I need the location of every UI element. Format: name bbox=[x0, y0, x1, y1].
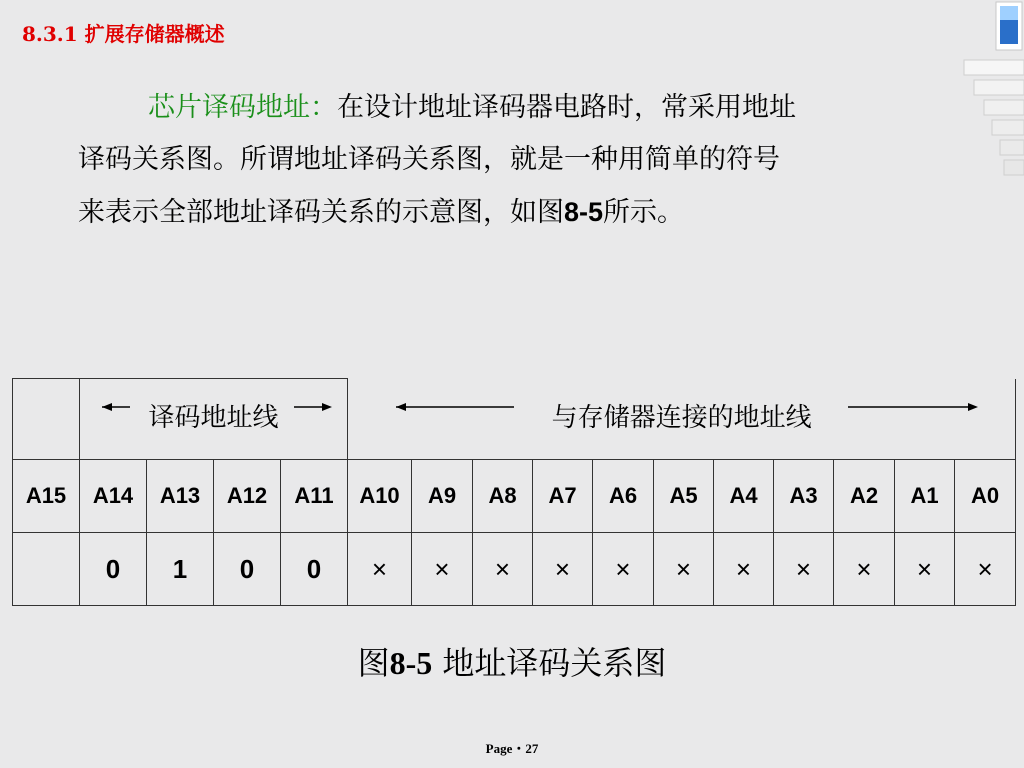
value-cell: × bbox=[714, 533, 774, 606]
address-line-cell: A2 bbox=[834, 460, 895, 533]
address-line-cell: A3 bbox=[774, 460, 834, 533]
address-line-cell: A9 bbox=[412, 460, 473, 533]
address-line-cell: A12 bbox=[214, 460, 281, 533]
address-decode-table bbox=[12, 378, 1016, 606]
address-line-cell: A15 bbox=[13, 460, 80, 533]
value-cell: 1 bbox=[147, 533, 214, 606]
value-cell: × bbox=[834, 533, 895, 606]
value-cell: × bbox=[412, 533, 473, 606]
address-line-row bbox=[13, 460, 1016, 533]
figure-caption: 图8-5 地址译码关系图 bbox=[357, 644, 667, 682]
address-line-cell: A8 bbox=[473, 460, 533, 533]
address-line-cell: A1 bbox=[895, 460, 955, 533]
address-line-cell: A0 bbox=[955, 460, 1016, 533]
value-cell: 0 bbox=[281, 533, 348, 606]
value-cell bbox=[13, 533, 80, 606]
decode-lines-group bbox=[80, 379, 348, 460]
value-cell: × bbox=[593, 533, 654, 606]
section-title: 8.3.1 扩展存储器概述 bbox=[22, 22, 225, 46]
address-line-cell: A10 bbox=[348, 460, 412, 533]
value-cell: 0 bbox=[80, 533, 147, 606]
address-line-cell: A4 bbox=[714, 460, 774, 533]
group-header-row bbox=[13, 379, 1016, 460]
address-line-cell: A6 bbox=[593, 460, 654, 533]
decode-lines-label: 译码地址线 bbox=[148, 403, 279, 433]
keyword: 芯片译码地址： bbox=[148, 92, 337, 123]
memory-lines-label: 与存储器连接的地址线 bbox=[551, 402, 812, 433]
value-cell: × bbox=[654, 533, 714, 606]
value-cell: × bbox=[955, 533, 1016, 606]
value-cell: × bbox=[774, 533, 834, 606]
address-line-cell: A14 bbox=[80, 460, 147, 533]
value-cell: × bbox=[533, 533, 593, 606]
address-line-cell: A13 bbox=[147, 460, 214, 533]
memory-lines-group bbox=[348, 379, 1016, 460]
page-number: Page・27 bbox=[485, 741, 539, 756]
value-row bbox=[13, 533, 1016, 606]
address-line-cell: A5 bbox=[654, 460, 714, 533]
address-line-cell: A7 bbox=[533, 460, 593, 533]
value-cell: × bbox=[348, 533, 412, 606]
value-cell: × bbox=[895, 533, 955, 606]
address-line-cell: A11 bbox=[281, 460, 348, 533]
value-cell: 0 bbox=[214, 533, 281, 606]
blank-header-cell bbox=[13, 379, 80, 460]
value-cell: × bbox=[473, 533, 533, 606]
description-paragraph: 芯片译码地址：在设计地址译码器电路时，常采用地址 译码关系图。所谓地址译码关系图，就是一种用简单的符号 来表示全部地址译码关系的示意图，如图8-5所示。 bbox=[78, 92, 796, 228]
